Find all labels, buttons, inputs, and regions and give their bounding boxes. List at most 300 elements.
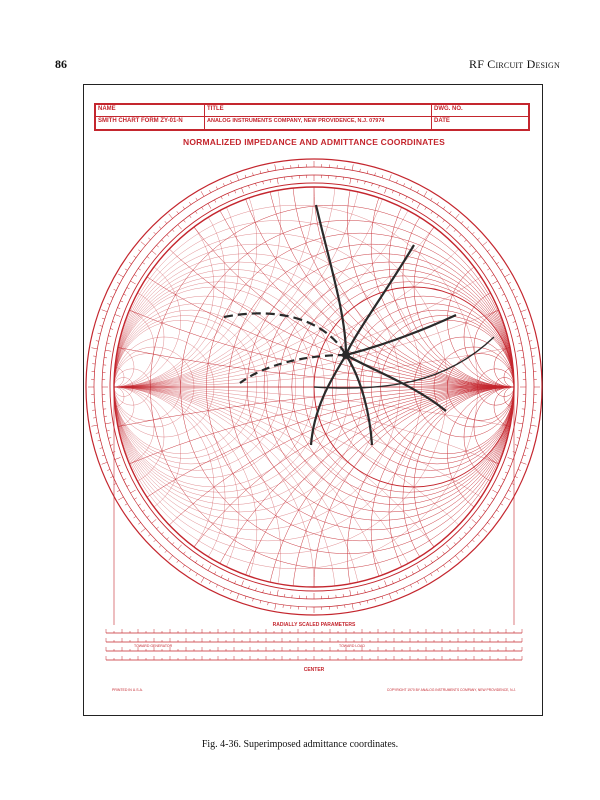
- ring-tick: [237, 594, 239, 600]
- ring-tick: [110, 296, 113, 297]
- ring-tick: [98, 440, 101, 441]
- ring-tick: [461, 221, 463, 223]
- ring-tick: [417, 565, 420, 570]
- ring-tick: [410, 585, 411, 588]
- ring-tick: [159, 227, 161, 229]
- ring-tick: [167, 537, 169, 539]
- ring-tick: [483, 510, 485, 512]
- ring-tick: [523, 318, 526, 319]
- ring-tick: [491, 275, 494, 277]
- z-reactance-arc: [414, 387, 544, 587]
- ring-tick: [256, 183, 257, 186]
- ring-tick: [443, 207, 445, 209]
- ring-tick: [270, 591, 271, 594]
- ring-tick: [389, 175, 391, 181]
- ring-tick: [487, 522, 489, 524]
- ring-tick: [437, 556, 439, 558]
- ring-tick: [189, 556, 191, 558]
- z-reactance-arc: [389, 387, 544, 637]
- ring-tick: [518, 430, 521, 431]
- ring-tick: [277, 178, 278, 184]
- ring-tick: [527, 440, 530, 441]
- ring-tick: [102, 462, 108, 464]
- ring-tick: [527, 333, 530, 334]
- ring-tick: [156, 527, 158, 529]
- ring-tick: [110, 476, 113, 477]
- ring-tick: [263, 590, 264, 593]
- ring-tick: [107, 430, 110, 431]
- ring-tick: [372, 183, 373, 186]
- ring-tick: [469, 245, 471, 247]
- ring-tick: [201, 191, 204, 196]
- ring-tick: [115, 457, 121, 459]
- ring-tick: [352, 164, 353, 170]
- ring-tick: [455, 214, 459, 219]
- ring-tick: [487, 250, 489, 252]
- ring-tick: [382, 596, 383, 599]
- ring-tick: [118, 497, 123, 500]
- ring-tick: [487, 504, 489, 506]
- ring-tick: [443, 552, 445, 554]
- ring-tick: [129, 510, 131, 512]
- ring-tick: [110, 329, 113, 330]
- ring-tick: [501, 269, 504, 271]
- ring-tick: [424, 578, 427, 583]
- ring-tick: [454, 542, 456, 544]
- ring-tick: [177, 560, 179, 562]
- ring-tick: [483, 242, 488, 246]
- ring-tick: [360, 169, 361, 172]
- y-susceptance-arc: [84, 387, 181, 520]
- ring-tick: [275, 164, 276, 170]
- ring-tick: [375, 598, 376, 601]
- ring-tick: [245, 175, 246, 178]
- y-susceptance-arc: [84, 387, 225, 609]
- y-susceptance-arc: [84, 254, 181, 387]
- ring-tick: [235, 581, 236, 584]
- ring-tick: [455, 556, 459, 561]
- ring-tick: [208, 203, 211, 208]
- ring-tick: [518, 343, 521, 344]
- y-susceptance-arc: [84, 85, 544, 387]
- dwg-label: DWG. NO.: [434, 106, 463, 112]
- ring-tick: [479, 516, 481, 518]
- ring-tick: [230, 180, 231, 183]
- ring-tick: [425, 207, 427, 210]
- ring-tick: [147, 516, 149, 518]
- ring-tick: [499, 287, 502, 288]
- ring-tick: [492, 490, 497, 493]
- ring-tick: [403, 588, 404, 591]
- ring-tick: [515, 476, 518, 477]
- ring-tick: [449, 560, 451, 562]
- ring-tick: [110, 445, 113, 446]
- ring-tick: [195, 211, 197, 213]
- ring-tick: [529, 341, 532, 342]
- ring-tick: [487, 268, 489, 270]
- ring-tick: [152, 519, 157, 523]
- ring-tick: [531, 348, 537, 349]
- ring-tick: [134, 256, 136, 258]
- date-label: DATE: [434, 118, 450, 124]
- ring-tick: [412, 200, 413, 203]
- y-susceptance-arc: [84, 387, 281, 717]
- ring-tick: [403, 183, 404, 186]
- ring-tick: [508, 314, 514, 316]
- ring-tick: [477, 534, 479, 536]
- ring-tick: [431, 574, 433, 577]
- y-susceptance-arc: [84, 187, 214, 387]
- ring-tick: [216, 585, 217, 588]
- ring-tick: [508, 490, 511, 491]
- ring-tick: [117, 308, 120, 309]
- ring-tick: [277, 590, 278, 596]
- y-susceptance-arc: [84, 387, 239, 637]
- y-susceptance-arc: [84, 387, 314, 717]
- ring-tick: [120, 472, 123, 473]
- z-reactance-arc: [447, 254, 544, 387]
- ring-tick: [214, 572, 215, 575]
- ring-tick: [248, 586, 249, 589]
- ring-tick: [100, 326, 103, 327]
- ring-tick: [195, 560, 197, 562]
- ring-tick: [154, 540, 156, 542]
- ring-tick: [147, 256, 149, 258]
- running-head-text: RF Circuit Design: [469, 57, 560, 71]
- ring-tick: [467, 545, 469, 547]
- y-susceptance-arc: [84, 85, 544, 387]
- y-susceptance-arc: [84, 387, 336, 717]
- ring-tick: [183, 220, 185, 222]
- ring-tick: [392, 581, 393, 584]
- ring-tick: [169, 556, 173, 561]
- ring-tick: [518, 469, 521, 470]
- ring-tick: [96, 433, 99, 434]
- ring-tick: [202, 207, 204, 210]
- y-susceptance-arc: [84, 137, 239, 387]
- ring-tick: [379, 185, 380, 188]
- ring-tick: [472, 540, 474, 542]
- ring-tick: [502, 294, 505, 295]
- ring-tick: [417, 190, 418, 193]
- ring-tick: [117, 465, 120, 466]
- z-reactance-arc: [228, 85, 544, 387]
- ring-tick: [389, 594, 391, 600]
- ring-tick: [115, 314, 121, 316]
- ring-tick: [517, 438, 520, 439]
- ring-tick: [517, 336, 520, 337]
- z-reactance-arc: [371, 387, 544, 673]
- ring-tick: [221, 196, 222, 199]
- ring-tick: [512, 289, 515, 290]
- ring-tick: [396, 591, 397, 594]
- ring-tick: [531, 425, 537, 426]
- ring-tick: [517, 350, 523, 351]
- ring-tick: [459, 234, 461, 236]
- ring-tick: [100, 448, 103, 449]
- y-susceptance-arc: [84, 101, 257, 387]
- ring-tick: [91, 425, 97, 426]
- z-reactance-arc: [389, 137, 544, 387]
- ring-tick: [424, 191, 427, 196]
- ring-tick: [237, 175, 239, 181]
- ring-tick: [127, 485, 130, 486]
- ring-tick: [483, 262, 485, 264]
- ring-tick: [443, 220, 445, 222]
- ring-tick: [230, 591, 231, 594]
- ring-tick: [467, 227, 469, 229]
- ring-tick: [518, 303, 521, 304]
- ring-tick: [508, 465, 511, 466]
- ring-tick: [105, 423, 111, 424]
- ring-tick: [472, 232, 474, 234]
- figure-caption: Fig. 4-36. Superimposed admittance coordinates.: [201, 739, 399, 750]
- ring-tick: [183, 207, 185, 209]
- ring-tick: [189, 215, 191, 217]
- ring-tick: [406, 575, 407, 578]
- z-reactance-arc: [292, 387, 544, 717]
- ring-tick: [245, 596, 246, 599]
- ring-tick: [406, 196, 407, 199]
- z-reactance-arc: [181, 387, 544, 717]
- ring-tick: [98, 333, 101, 334]
- y-susceptance-arc: [84, 387, 214, 587]
- ring-tick: [517, 423, 523, 424]
- ring-tick: [263, 181, 264, 184]
- ring-tick: [446, 225, 450, 230]
- ring-tick: [496, 262, 498, 264]
- y-susceptance-arc: [84, 387, 164, 487]
- smith-chart: [84, 85, 544, 717]
- ring-tick: [492, 516, 494, 518]
- ring-tick: [125, 504, 128, 506]
- ring-tick: [134, 516, 136, 518]
- ring-tick: [138, 522, 140, 524]
- company-label: ANALOG INSTRUMENTS COMPANY, NEW PROVIDENCE, N.J. 07974: [207, 118, 385, 124]
- ring-tick: [505, 301, 508, 302]
- ring-tick: [172, 542, 174, 544]
- ring-tick: [169, 214, 173, 219]
- ring-tick: [357, 180, 358, 183]
- ring-tick: [102, 455, 105, 456]
- ring-tick: [508, 308, 511, 309]
- ring-tick: [241, 188, 243, 194]
- ring-tick: [138, 250, 140, 252]
- ring-tick: [382, 175, 383, 178]
- ring-tick: [502, 479, 505, 480]
- ring-tick: [196, 574, 198, 577]
- ring-tick: [148, 534, 150, 536]
- ring-tick: [479, 256, 481, 258]
- ring-tick: [469, 527, 471, 529]
- ring-tick: [417, 581, 418, 584]
- ring-tick: [431, 560, 433, 562]
- ring-tick: [107, 343, 110, 344]
- ring-tick: [112, 321, 115, 322]
- z-reactance-arc: [314, 387, 544, 717]
- ring-tick: [91, 348, 97, 349]
- ring-tick: [350, 590, 351, 596]
- overlay-curve-e: [346, 355, 446, 411]
- ring-tick: [256, 588, 257, 591]
- ring-tick: [154, 232, 156, 234]
- y-susceptance-arc: [84, 85, 514, 387]
- ring-tick: [130, 281, 135, 284]
- y-susceptance-arc: [84, 387, 257, 673]
- ring-tick: [492, 256, 494, 258]
- ring-tick: [102, 310, 108, 312]
- z-reactance-arc: [447, 387, 544, 520]
- ring-tick: [268, 169, 269, 172]
- ring-tick: [148, 238, 150, 240]
- ring-tick: [365, 590, 366, 593]
- ring-tick: [134, 275, 137, 277]
- ring-tick: [114, 289, 117, 290]
- ring-tick: [178, 545, 182, 550]
- ring-tick: [515, 329, 518, 330]
- ring-tick: [431, 211, 433, 213]
- ring-tick: [525, 326, 528, 327]
- ring-tick: [464, 532, 466, 534]
- chart-title: NORMALIZED IMPEDANCE AND ADMITTANCE COORDINATES: [182, 137, 446, 147]
- ring-tick: [208, 565, 211, 570]
- ring-tick: [221, 575, 222, 578]
- ring-tick: [120, 301, 123, 302]
- ring-tick: [183, 565, 185, 567]
- ring-tick: [107, 303, 110, 304]
- page-number: 86: [55, 57, 67, 71]
- ring-tick: [248, 185, 249, 188]
- ring-tick: [156, 245, 158, 247]
- ring-tick: [505, 274, 510, 277]
- ring-tick: [161, 240, 163, 242]
- ring-tick: [461, 550, 463, 552]
- ring-tick: [96, 341, 99, 342]
- ring-tick: [508, 457, 514, 459]
- ring-tick: [165, 550, 167, 552]
- ring-tick: [443, 565, 445, 567]
- ring-tick: [367, 600, 368, 603]
- ring-tick: [108, 438, 111, 439]
- ring-tick: [117, 282, 120, 283]
- ring-tick: [275, 604, 276, 610]
- ring-tick: [399, 578, 400, 581]
- ring-tick: [367, 171, 368, 174]
- ring-tick: [410, 187, 411, 190]
- ring-tick: [223, 183, 224, 186]
- ring-tick: [253, 173, 254, 176]
- overlay-point: [342, 351, 350, 359]
- ring-tick: [357, 591, 358, 594]
- ring-tick: [209, 581, 210, 584]
- toward-generator-label: TOWARD GENERATOR: [134, 644, 173, 648]
- ring-tick: [523, 455, 526, 456]
- ring-tick: [134, 498, 137, 500]
- ring-tick: [123, 294, 126, 295]
- ring-tick: [177, 211, 179, 213]
- ring-tick: [360, 602, 361, 605]
- radial-title: RADIALLY SCALED PARAMETERS: [272, 622, 356, 628]
- ring-tick: [108, 336, 111, 337]
- z-reactance-arc: [84, 85, 544, 387]
- ring-tick: [492, 281, 497, 284]
- ring-tick: [464, 240, 466, 242]
- ring-tick: [392, 190, 393, 193]
- ring-tick: [399, 193, 400, 196]
- ring-tick: [117, 490, 120, 491]
- z-reactance-arc: [84, 85, 544, 387]
- ring-tick: [491, 498, 494, 500]
- ring-tick: [372, 588, 373, 591]
- z-reactance-arc: [84, 85, 544, 387]
- y-susceptance-arc: [84, 387, 400, 717]
- figure-frame: [83, 84, 543, 716]
- z-reactance-arc: [403, 387, 544, 609]
- z-reactance-arc: [84, 85, 544, 387]
- toward-load-label: TOWARD LOAD: [339, 644, 365, 648]
- printed-label: PRINTED IN U.S.A.: [112, 688, 143, 692]
- ring-tick: [235, 190, 236, 193]
- ring-tick: [228, 578, 229, 581]
- ring-tick: [152, 251, 157, 255]
- ring-tick: [384, 188, 386, 194]
- ring-tick: [165, 221, 167, 223]
- ring-tick: [125, 269, 128, 271]
- ring-tick: [130, 490, 135, 493]
- center-label: CENTER: [303, 667, 325, 673]
- ring-tick: [107, 469, 110, 470]
- ring-tick: [521, 462, 527, 464]
- ring-tick: [515, 296, 518, 297]
- ring-tick: [417, 203, 420, 208]
- ring-tick: [167, 234, 169, 236]
- y-susceptance-arc: [84, 387, 447, 717]
- ring-tick: [189, 202, 191, 204]
- ring-tick: [352, 604, 353, 610]
- ring-tick: [501, 504, 504, 506]
- y-susceptance-arc: [84, 287, 164, 387]
- ring-tick: [268, 602, 269, 605]
- ring-tick: [384, 581, 386, 587]
- ring-tick: [159, 545, 161, 547]
- y-susceptance-arc: [84, 85, 544, 387]
- ring-tick: [513, 321, 516, 322]
- ring-tick: [161, 532, 163, 534]
- z-reactance-arc: [371, 101, 544, 387]
- ring-tick: [525, 448, 528, 449]
- ring-tick: [449, 211, 451, 213]
- ring-tick: [209, 190, 210, 193]
- ring-tick: [472, 251, 477, 255]
- ring-tick: [138, 268, 140, 270]
- ring-tick: [529, 433, 532, 434]
- ring-tick: [172, 229, 174, 231]
- ring-tick: [105, 350, 111, 351]
- ring-tick: [505, 472, 508, 473]
- ring-tick: [178, 225, 182, 230]
- ring-tick: [375, 173, 376, 176]
- ring-tick: [270, 180, 271, 183]
- ring-tick: [102, 318, 105, 319]
- ring-tick: [508, 282, 511, 283]
- ring-tick: [521, 310, 527, 312]
- z-reactance-arc: [464, 287, 544, 387]
- ring-tick: [505, 497, 510, 500]
- ring-tick: [216, 187, 217, 190]
- ring-tick: [396, 180, 397, 183]
- ring-tick: [142, 262, 144, 264]
- ring-tick: [202, 564, 204, 567]
